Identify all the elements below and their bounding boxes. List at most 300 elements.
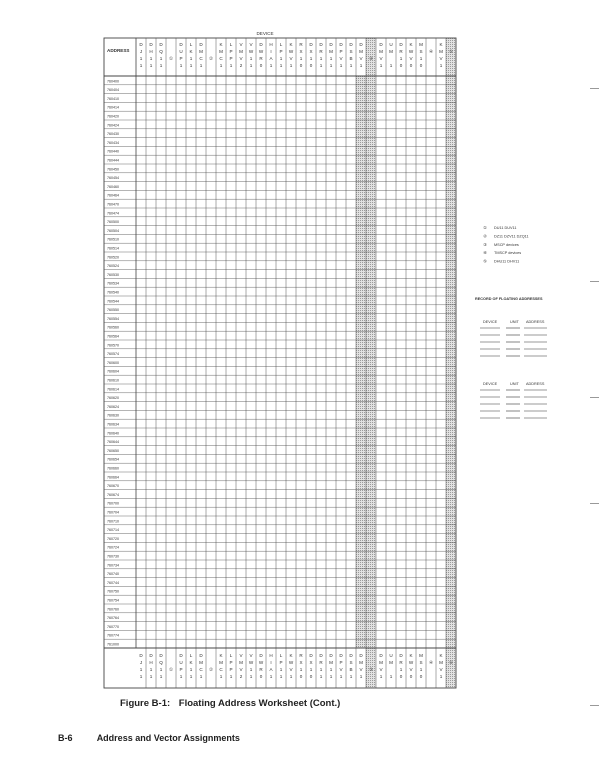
- address-label: 760730: [107, 554, 119, 559]
- column-footer-letter: 1: [359, 674, 363, 679]
- column-footer-letter: 0: [399, 674, 403, 679]
- column-footer-letter: ⑤: [448, 660, 454, 665]
- column-header-letter: K: [409, 42, 413, 47]
- column-footer-letter: D: [159, 653, 163, 658]
- address-label: 760524: [107, 264, 119, 269]
- column-footer-letter: 1: [149, 667, 153, 672]
- column-footer-letter: R: [299, 653, 303, 658]
- shaded-block: [356, 76, 366, 648]
- column-header-letter: Q: [159, 49, 163, 54]
- column-header-letter: I: [270, 49, 272, 54]
- shaded-column: [446, 38, 456, 688]
- address-label: 760704: [107, 510, 119, 515]
- column-header-letter: 0: [259, 63, 263, 68]
- column-header-letter: V: [249, 42, 253, 47]
- column-footer-letter: W: [408, 660, 414, 665]
- column-footer-letter: V: [379, 667, 383, 672]
- figure-number: Figure B-1:: [120, 698, 171, 709]
- column-footer-letter: D: [149, 653, 153, 658]
- column-header-letter: A: [269, 56, 273, 61]
- column-header-letter: K: [439, 42, 443, 47]
- column-header-letter: K: [219, 42, 223, 47]
- column-footer-letter: C: [219, 667, 223, 672]
- column-header-letter: 1: [139, 63, 143, 68]
- column-footer-letter: 1: [269, 674, 273, 679]
- column-header-letter: P: [229, 49, 233, 54]
- legend-marker: ④: [483, 251, 487, 256]
- column-footer-letter: V: [239, 653, 243, 658]
- column-header-letter: 1: [179, 63, 183, 68]
- column-header-letter: 1: [319, 63, 323, 68]
- column-footer-letter: 1: [299, 667, 303, 672]
- column-footer-letter: 1: [159, 674, 163, 679]
- column-footer-letter: P: [279, 660, 283, 665]
- column-header-letter: 1: [139, 56, 143, 61]
- column-footer-letter: 1: [219, 674, 223, 679]
- column-footer-letter: 1: [229, 674, 233, 679]
- column-header-letter: P: [179, 56, 183, 61]
- address-label: 760474: [107, 211, 119, 216]
- address-label: 760614: [107, 387, 119, 392]
- column-header-letter: D: [199, 42, 203, 47]
- column-footer-letter: K: [189, 660, 193, 665]
- column-header-letter: M: [359, 49, 363, 54]
- column-header-letter: D: [349, 42, 353, 47]
- column-footer-letter: P: [229, 667, 233, 672]
- column-header-letter: U: [179, 49, 183, 54]
- column-footer-letter: 0: [259, 674, 263, 679]
- address-label: 760444: [107, 158, 119, 163]
- column-footer-letter: A: [269, 667, 273, 672]
- column-footer-letter: K: [439, 653, 443, 658]
- column-footer-letter: L: [189, 653, 193, 658]
- column-header-letter: C: [199, 56, 203, 61]
- column-header-letter: 0: [409, 63, 413, 68]
- column-footer-letter: M: [329, 660, 333, 665]
- column-footer-letter: 1: [329, 674, 333, 679]
- column-footer-letter: V: [359, 667, 363, 672]
- address-label: 760404: [107, 88, 119, 93]
- address-label: 760470: [107, 202, 119, 207]
- column-header-letter: S: [419, 49, 423, 54]
- column-footer-letter: D: [199, 653, 203, 658]
- address-label: 760420: [107, 114, 119, 119]
- legend-marker: ②: [483, 234, 487, 239]
- column-header-letter: M: [419, 42, 423, 47]
- record-header: UNIT: [510, 382, 519, 386]
- column-footer-letter: 0: [299, 674, 303, 679]
- column-header-letter: 1: [219, 63, 223, 68]
- worksheet-grid: [104, 38, 456, 688]
- column-header-letter: R: [319, 49, 323, 54]
- column-footer-letter: V: [289, 667, 293, 672]
- column-header-letter: 1: [189, 56, 193, 61]
- column-footer-letter: 0: [419, 674, 423, 679]
- column-header-letter: M: [439, 49, 443, 54]
- column-header-letter: 1: [389, 63, 393, 68]
- column-header-letter: D: [149, 42, 153, 47]
- record-header: DEVICE: [483, 382, 498, 386]
- column-footer-letter: W: [288, 660, 294, 665]
- column-header-letter: 0: [399, 63, 403, 68]
- column-footer-letter: U: [179, 660, 183, 665]
- column-footer-letter: 1: [199, 674, 203, 679]
- column-header-letter: K: [189, 49, 193, 54]
- column-footer-letter: U: [389, 653, 393, 658]
- column-footer-letter: 1: [249, 674, 253, 679]
- column-header-letter: 1: [329, 56, 333, 61]
- column-footer-letter: 1: [399, 667, 403, 672]
- address-label: 760654: [107, 457, 119, 462]
- address-label: 760670: [107, 484, 119, 489]
- column-footer-letter: I: [270, 660, 272, 665]
- column-header-letter: 1: [189, 63, 193, 68]
- record-of-floating-addresses: [475, 297, 547, 418]
- address-label: 760554: [107, 316, 119, 321]
- column-header-letter: R: [399, 49, 403, 54]
- column-header-letter: M: [199, 49, 203, 54]
- column-header-letter: U: [389, 42, 393, 47]
- column-footer-letter: 1: [189, 674, 193, 679]
- legend: [483, 226, 528, 264]
- column-header-letter: D: [329, 42, 333, 47]
- grid-frame: [104, 38, 456, 688]
- legend-marker: ⑤: [483, 259, 487, 264]
- legend-marker: ①: [483, 226, 487, 230]
- column-footer-letter: 1: [339, 674, 343, 679]
- address-label: 760520: [107, 255, 119, 260]
- column-header-letter: 1: [299, 56, 303, 61]
- address-label: 760634: [107, 422, 119, 427]
- record-header: ADDRESS: [526, 320, 545, 324]
- figure-caption: [120, 698, 340, 709]
- column-header-letter: H: [149, 49, 153, 54]
- column-header-letter: P: [279, 49, 283, 54]
- address-label: 760424: [107, 123, 119, 128]
- column-header-letter: V: [289, 56, 293, 61]
- column-header-letter: D: [259, 42, 263, 47]
- column-footer-letter: 1: [329, 667, 333, 672]
- column-header-letter: X: [299, 49, 303, 54]
- column-footer-letter: 1: [189, 667, 193, 672]
- column-header-letter: S: [349, 49, 353, 54]
- column-footer-letter: 1: [249, 667, 253, 672]
- column-header-letter: B: [349, 56, 353, 61]
- address-label: 760660: [107, 466, 119, 471]
- column-footer-letter: Q: [159, 660, 163, 665]
- legend-text: DU11 DUV11: [494, 226, 517, 230]
- column-header-letter: W: [258, 49, 264, 54]
- column-footer-letter: 1: [319, 667, 323, 672]
- column-header-letter: M: [389, 49, 393, 54]
- address-label: 760620: [107, 396, 119, 401]
- column-footer-letter: M: [389, 660, 393, 665]
- address-label: 760604: [107, 369, 119, 374]
- column-header-letter: 1: [339, 63, 343, 68]
- column-header-letter: R: [299, 42, 303, 47]
- column-header-letter: V: [439, 56, 443, 61]
- address-label: 760600: [107, 360, 119, 365]
- legend-text: DHU11 DHV11: [494, 259, 520, 264]
- column-header-letter: V: [239, 56, 243, 61]
- address-label: 760430: [107, 132, 119, 137]
- column-footer-letter: V: [249, 653, 253, 658]
- address-label: 760764: [107, 616, 119, 621]
- margin-tick: [590, 281, 599, 282]
- column-header-letter: M: [329, 49, 333, 54]
- column-footer-letter: 1: [349, 674, 353, 679]
- column-header-letter: V: [409, 56, 413, 61]
- column-footer-letter: D: [259, 653, 263, 658]
- column-header-letter: ④: [428, 49, 434, 54]
- address-label: 760544: [107, 299, 119, 304]
- column-header-letter: 1: [149, 56, 153, 61]
- address-label: 760740: [107, 572, 119, 577]
- column-header-letter: W: [288, 49, 294, 54]
- column-header-letter: 1: [269, 63, 273, 68]
- address-label: 760630: [107, 413, 119, 418]
- column-footer-letter: P: [179, 667, 183, 672]
- column-footer-letter: X: [309, 660, 313, 665]
- column-header-letter: V: [379, 56, 383, 61]
- column-header-letter: 1: [249, 63, 253, 68]
- address-label: 760674: [107, 492, 119, 497]
- column-header-letter: M: [219, 49, 223, 54]
- column-header-letter: P: [229, 56, 233, 61]
- column-header-letter: 1: [439, 63, 443, 68]
- column-header-letter: 1: [319, 56, 323, 61]
- column-footer-letter: R: [259, 667, 263, 672]
- column-footer-letter: 1: [149, 674, 153, 679]
- column-header-letter: 1: [399, 56, 403, 61]
- page-number: B-6: [58, 733, 73, 743]
- column-header-letter: V: [339, 56, 343, 61]
- legend-text: TMSCP devices: [494, 251, 522, 256]
- address-label: 760720: [107, 536, 119, 541]
- column-footer-letter: W: [248, 660, 254, 665]
- column-header-letter: 1: [309, 56, 313, 61]
- column-footer-letter: ②: [208, 667, 214, 672]
- column-header-letter: 1: [349, 63, 353, 68]
- address-label: 760650: [107, 448, 119, 453]
- column-header-letter: L: [279, 42, 283, 47]
- column-footer-letter: S: [349, 660, 353, 665]
- column-header-letter: 1: [229, 63, 233, 68]
- address-label: 760450: [107, 167, 119, 172]
- column-footer-letter: D: [379, 653, 383, 658]
- column-footer-letter: H: [149, 660, 153, 665]
- column-footer-letter: 1: [279, 674, 283, 679]
- column-header-letter: V: [359, 56, 363, 61]
- column-footer-letter: K: [219, 653, 223, 658]
- device-title: DEVICE: [256, 31, 274, 36]
- column-footer-letter: J: [139, 660, 143, 665]
- column-header-letter: 1: [289, 63, 293, 68]
- column-header-letter: W: [408, 49, 414, 54]
- address-label: 760460: [107, 184, 119, 189]
- address-label: 760400: [107, 79, 119, 84]
- column-header-letter: K: [289, 42, 293, 47]
- column-header-letter: P: [339, 49, 343, 54]
- column-footer-letter: 1: [419, 667, 423, 672]
- column-footer-letter: 1: [179, 674, 183, 679]
- column-footer-letter: D: [359, 653, 363, 658]
- address-label: 760724: [107, 545, 119, 550]
- column-footer-letter: V: [239, 667, 243, 672]
- column-footer-letter: H: [269, 653, 273, 658]
- margin-tick: [590, 88, 599, 89]
- address-label: 760744: [107, 580, 119, 585]
- legend-marker: ③: [483, 242, 487, 247]
- column-footer-letter: 1: [289, 674, 293, 679]
- column-footer-letter: L: [279, 653, 283, 658]
- column-footer-letter: D: [179, 653, 183, 658]
- address-label: 760550: [107, 308, 119, 313]
- record-header: ADDRESS: [526, 382, 545, 386]
- column-footer-letter: R: [399, 660, 403, 665]
- column-header-letter: L: [229, 42, 233, 47]
- address-label: 760510: [107, 237, 119, 242]
- address-label: 760410: [107, 96, 119, 101]
- column-footer-letter: D: [309, 653, 313, 658]
- column-footer-letter: 1: [319, 674, 323, 679]
- address-label: 760560: [107, 325, 119, 330]
- address-label: 760714: [107, 528, 119, 533]
- legend-text: DZ11 DZV11 DZQ11: [494, 234, 529, 239]
- address-label: 760514: [107, 246, 119, 251]
- column-footer-letter: K: [409, 653, 413, 658]
- column-header-letter: C: [219, 56, 223, 61]
- column-footer-letter: K: [289, 653, 293, 658]
- column-footer-letter: D: [139, 653, 143, 658]
- address-label: 760454: [107, 176, 119, 181]
- address-label: 760734: [107, 563, 119, 568]
- address-label: 760534: [107, 281, 119, 286]
- column-header-letter: ⑤: [448, 49, 454, 54]
- column-footer-letter: D: [329, 653, 333, 658]
- column-footer-letter: D: [339, 653, 343, 658]
- column-header-letter: D: [179, 42, 183, 47]
- column-footer-letter: 1: [159, 667, 163, 672]
- column-footer-letter: 1: [379, 674, 383, 679]
- column-header-letter: 1: [159, 63, 163, 68]
- column-header-letter: D: [339, 42, 343, 47]
- column-footer-letter: R: [319, 660, 323, 665]
- address-label: 760770: [107, 624, 119, 629]
- address-header: ADDRESS: [107, 48, 130, 53]
- column-footer-letter: P: [229, 660, 233, 665]
- column-header-letter: R: [259, 56, 263, 61]
- address-label: 760710: [107, 519, 119, 524]
- address-label: 760774: [107, 633, 119, 638]
- column-footer-letter: D: [399, 653, 403, 658]
- column-footer-letter: ③: [368, 667, 374, 672]
- column-footer-letter: S: [419, 660, 423, 665]
- column-header-letter: 1: [279, 63, 283, 68]
- address-label: 760640: [107, 431, 119, 436]
- column-header-letter: 1: [329, 63, 333, 68]
- column-footer-letter: D: [319, 653, 323, 658]
- column-header-letter: V: [239, 42, 243, 47]
- column-header-letter: ②: [208, 56, 214, 61]
- record-title: RECORD OF FLOATING ADDRESSES: [475, 297, 543, 301]
- column-header-letter: W: [248, 49, 254, 54]
- column-footer-letter: M: [359, 660, 363, 665]
- column-header-letter: 0: [309, 63, 313, 68]
- column-footer-letter: 1: [389, 674, 393, 679]
- address-label: 760574: [107, 352, 119, 357]
- section-title: Address and Vector Assignments: [96, 733, 240, 743]
- column-footer-letter: ①: [168, 667, 174, 672]
- column-footer-letter: V: [339, 667, 343, 672]
- column-footer-letter: ④: [428, 660, 434, 665]
- shaded-column: [366, 38, 376, 688]
- margin-tick: [590, 503, 599, 504]
- column-footer-letter: W: [258, 660, 264, 665]
- column-header-letter: D: [399, 42, 403, 47]
- address-label: 760644: [107, 440, 119, 445]
- column-footer-letter: 1: [279, 667, 283, 672]
- address-label: 760564: [107, 334, 119, 339]
- column-header-letter: M: [239, 49, 243, 54]
- address-label: 760464: [107, 193, 119, 198]
- record-header: UNIT: [510, 320, 519, 324]
- column-footer-letter: X: [299, 660, 303, 665]
- page-footer: [58, 733, 240, 743]
- margin-tick: [590, 397, 599, 398]
- column-footer-letter: M: [439, 660, 443, 665]
- column-header-letter: D: [159, 42, 163, 47]
- column-footer-letter: M: [239, 660, 243, 665]
- address-label: 760700: [107, 501, 119, 506]
- column-footer-letter: V: [409, 667, 413, 672]
- address-label: 760750: [107, 589, 119, 594]
- column-header-letter: 1: [359, 63, 363, 68]
- column-footer-letter: M: [199, 660, 203, 665]
- column-footer-letter: 1: [139, 674, 143, 679]
- column-footer-letter: 0: [309, 674, 313, 679]
- address-label: 760624: [107, 404, 119, 409]
- column-footer-letter: B: [349, 667, 353, 672]
- address-label: 760754: [107, 598, 119, 603]
- address-label: 760540: [107, 290, 119, 295]
- column-header-letter: D: [359, 42, 363, 47]
- figure-title: Floating Address Worksheet (Cont.): [178, 698, 341, 709]
- column-header-letter: 0: [299, 63, 303, 68]
- column-header-letter: 1: [379, 63, 383, 68]
- column-footer-letter: 1: [439, 674, 443, 679]
- column-header-letter: 1: [159, 56, 163, 61]
- column-footer-letter: L: [229, 653, 233, 658]
- column-header-letter: L: [189, 42, 193, 47]
- address-label: 760500: [107, 220, 119, 225]
- address-label: 760440: [107, 149, 119, 154]
- column-footer-letter: 0: [409, 674, 413, 679]
- column-header-letter: D: [139, 42, 143, 47]
- address-label: 760434: [107, 140, 119, 145]
- address-label: 761000: [107, 642, 119, 647]
- address-label: 760610: [107, 378, 119, 383]
- column-header-letter: 0: [419, 63, 423, 68]
- column-footer-letter: 1: [309, 667, 313, 672]
- column-footer-letter: P: [339, 660, 343, 665]
- column-header-letter: H: [269, 42, 273, 47]
- column-footer-letter: M: [219, 660, 223, 665]
- column-footer-letter: M: [379, 660, 383, 665]
- address-label: 760530: [107, 272, 119, 277]
- column-footer-letter: C: [199, 667, 203, 672]
- legend-text: MSCP devices: [494, 242, 519, 247]
